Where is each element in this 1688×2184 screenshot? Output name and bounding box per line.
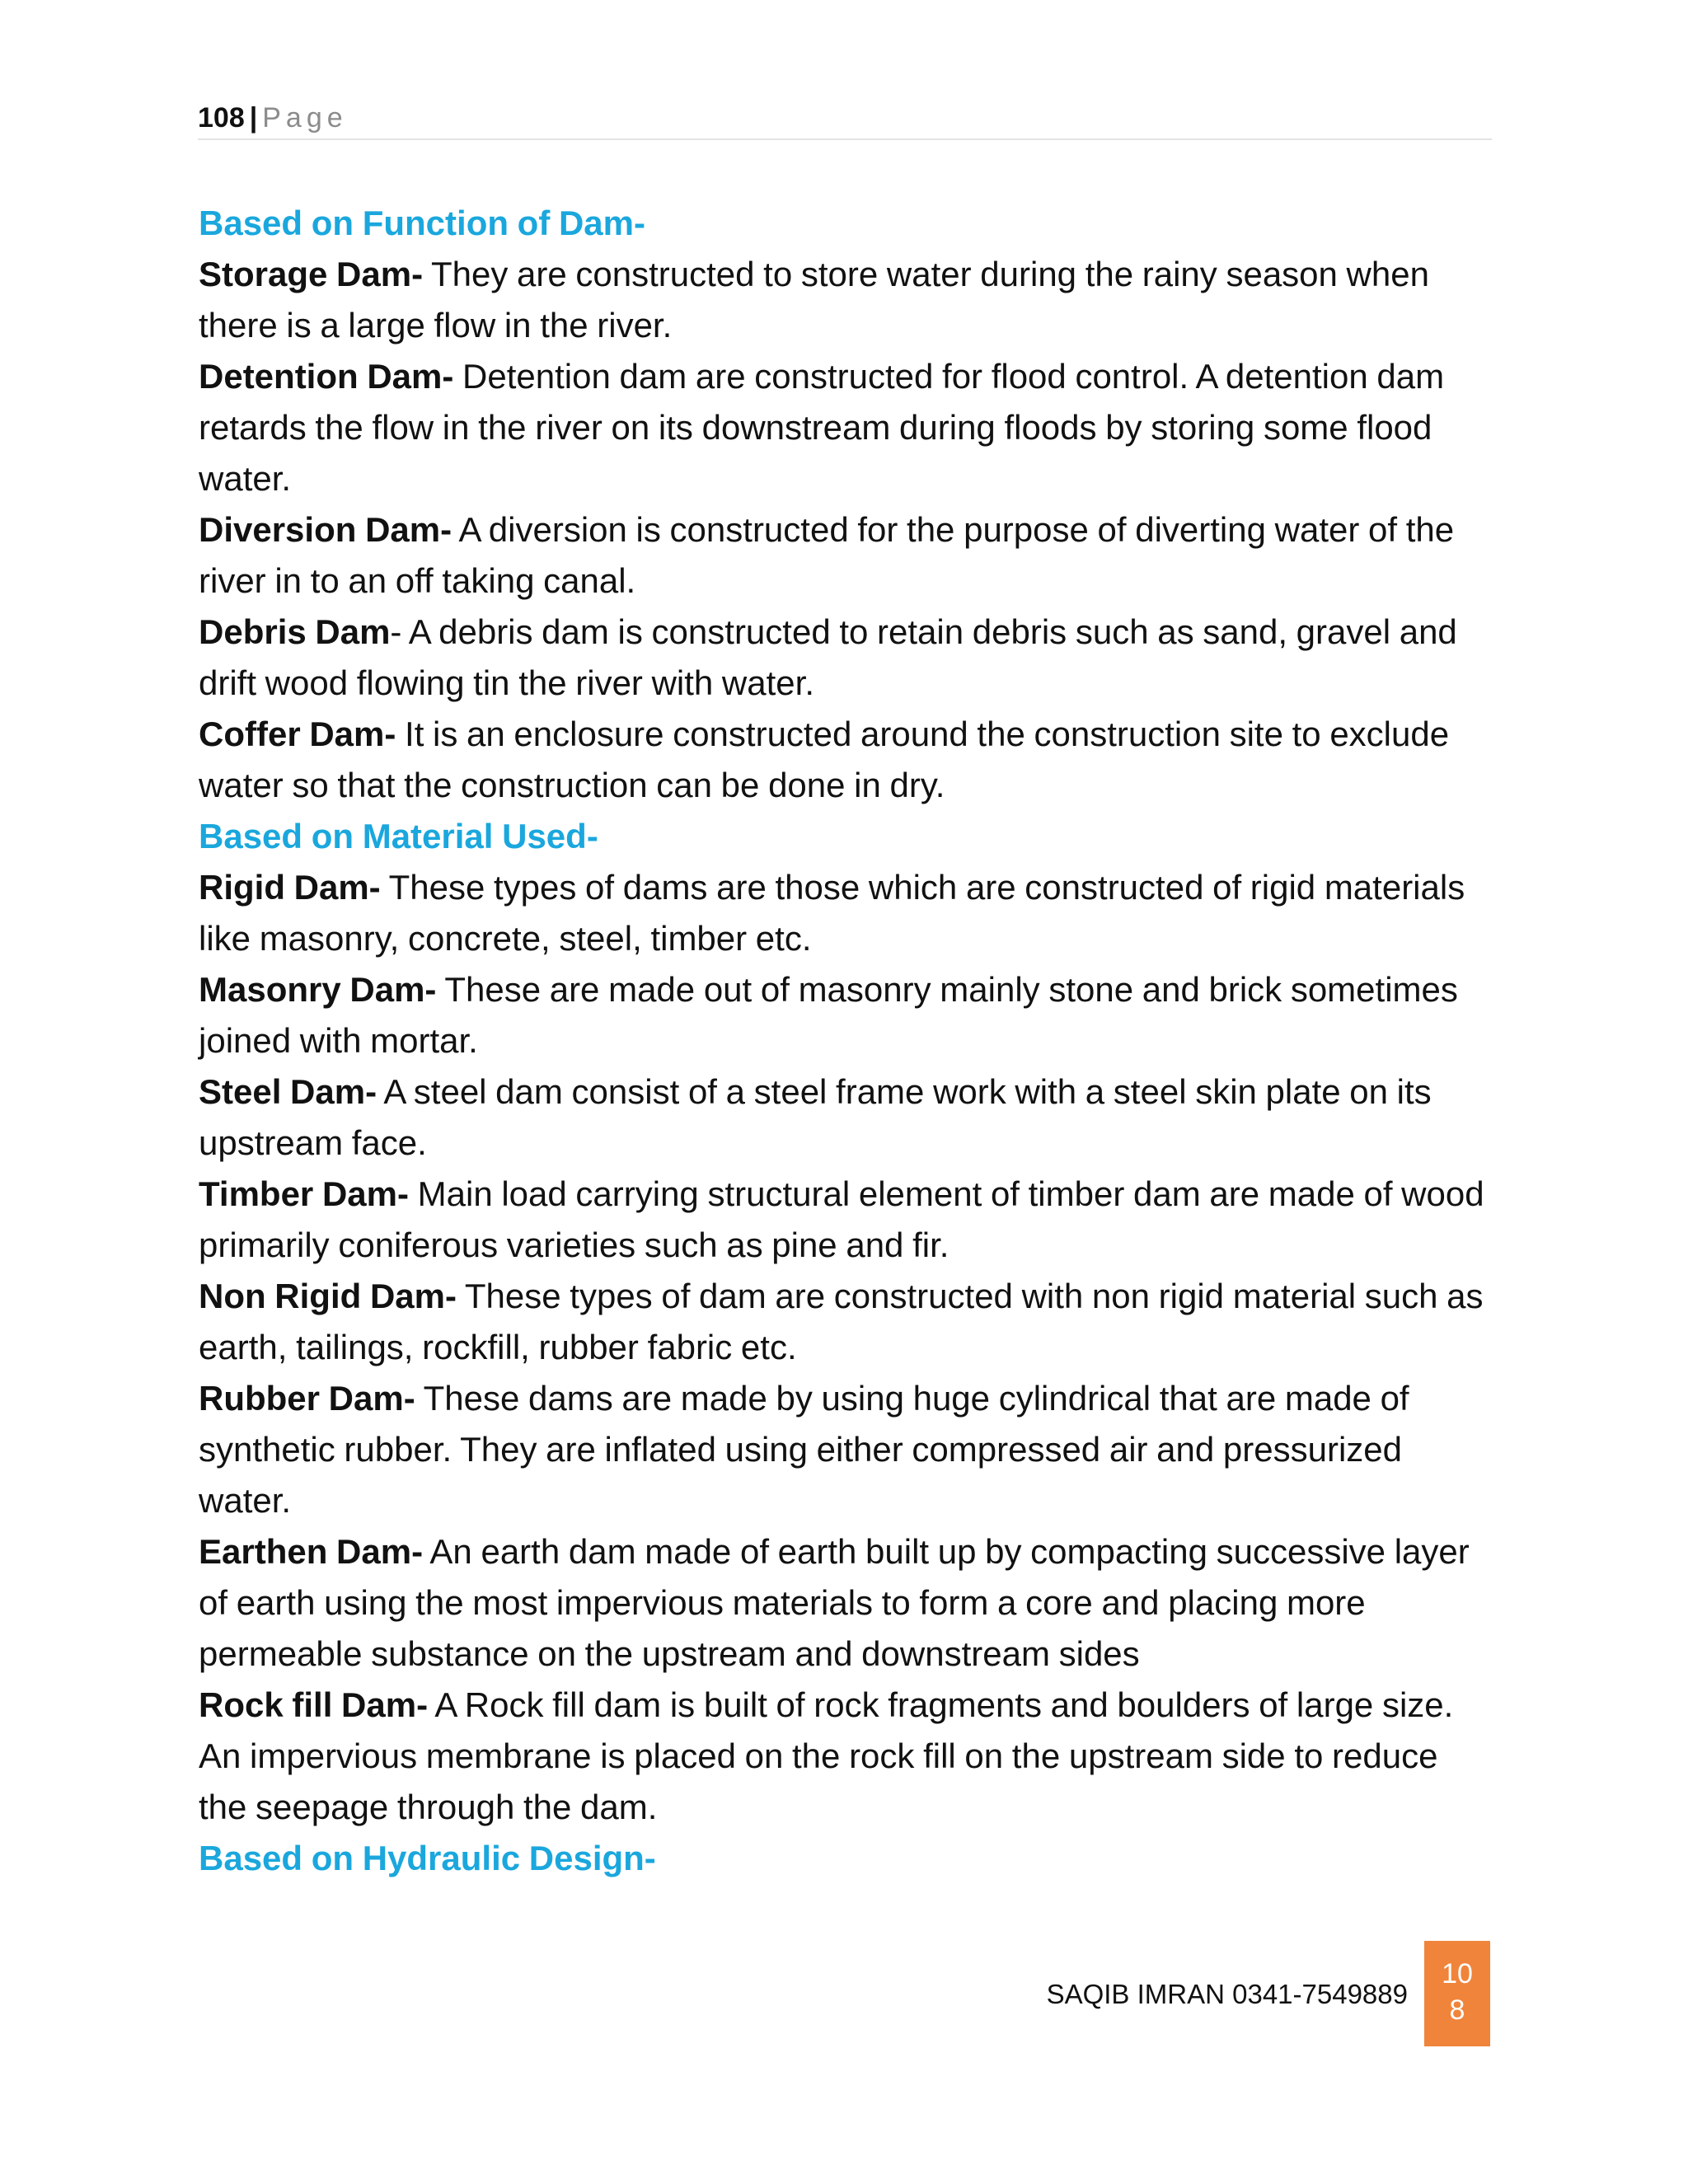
entry-term: Rubber Dam- (199, 1379, 415, 1418)
entry-rock-fill-dam (199, 1680, 1493, 1833)
entry-non-rigid-dam (199, 1271, 1493, 1373)
footer-author: SAQIB IMRAN 0341-7549889 (1046, 1979, 1408, 2009)
entry-text: - A debris dam is constructed to retain debris such as sand, gravel and drift wood flowing tin the river with water. (199, 612, 1457, 702)
document-body (199, 198, 1493, 1884)
entry-term: Rock fill Dam- (199, 1685, 429, 1724)
entry-coffer-dam (199, 709, 1493, 811)
entry-term: Storage Dam- (199, 255, 424, 293)
entry-debris-dam (199, 607, 1493, 709)
entry-storage-dam (199, 249, 1493, 351)
entry-text: A steel dam consist of a steel frame work with a steel skin plate on its upstream face. (199, 1072, 1432, 1162)
entry-masonry-dam (199, 964, 1493, 1066)
entry-text: These types of dam are constructed with non rigid material such as earth, tailings, rockfill, rubber fabric etc. (199, 1277, 1484, 1366)
entry-steel-dam (199, 1066, 1493, 1169)
entry-rigid-dam (199, 862, 1493, 964)
header-page-number: 108 (198, 102, 245, 134)
entry-text: A diversion is constructed for the purpose of diverting water of the river in to an off taking canal. (199, 510, 1455, 600)
header-separator: | (249, 102, 258, 134)
entry-term: Timber Dam- (199, 1174, 409, 1213)
entry-text: An earth dam made of earth built up by compacting successive layer of earth using the most impervious materials to form a core and placing more permeable substance on the upstream and downstream sides (199, 1532, 1470, 1673)
entry-text: These dams are made by using huge cylindrical that are made of synthetic rubber. They are inflated using either compressed air and pressurized water. (199, 1379, 1409, 1520)
entry-text: It is an enclosure constructed around the construction site to exclude water so that the construction can be done in dry. (199, 715, 1450, 804)
entry-term: Non Rigid Dam- (199, 1277, 457, 1315)
section-heading-hydraulic: Based on Hydraulic Design- (199, 1839, 656, 1877)
page-box-line2: 8 (1449, 1994, 1465, 2026)
page-header (198, 97, 1492, 140)
entry-term: Diversion Dam- (199, 510, 452, 549)
header-page-label: Page (262, 102, 348, 134)
page-box-line1: 10 (1442, 1958, 1473, 1990)
section-heading-material: Based on Material Used- (199, 817, 598, 855)
entry-term: Debris Dam (199, 612, 391, 651)
entry-text: These types of dams are those which are constructed of rigid materials like masonry, concrete, steel, timber etc. (199, 868, 1465, 958)
footer-page-box (1424, 1941, 1490, 2046)
entry-term: Rigid Dam- (199, 868, 381, 907)
entry-text: A Rock fill dam is built of rock fragments and boulders of large size. An impervious membrane is placed on the rock fill on the upstream side to reduce the seepage through the dam. (199, 1685, 1454, 1826)
entry-term: Masonry Dam- (199, 970, 437, 1009)
entry-term: Coffer Dam- (199, 715, 396, 753)
entry-timber-dam (199, 1169, 1493, 1271)
section-heading-function: Based on Function of Dam- (199, 204, 645, 242)
entry-detention-dam (199, 351, 1493, 504)
entry-diversion-dam (199, 504, 1493, 607)
entry-text: These are made out of masonry mainly stone and brick sometimes joined with mortar. (199, 970, 1458, 1060)
entry-term: Earthen Dam- (199, 1532, 424, 1571)
entry-term: Detention Dam- (199, 357, 454, 396)
entry-term: Steel Dam- (199, 1072, 377, 1111)
entry-rubber-dam (199, 1373, 1493, 1526)
entry-text: They are constructed to store water during the rainy season when there is a large flow in the river. (199, 255, 1429, 344)
entry-earthen-dam (199, 1526, 1493, 1680)
entry-text: Detention dam are constructed for flood control. A detention dam retards the flow in the river on its downstream during floods by storing some flood water. (199, 357, 1445, 498)
entry-text: Main load carrying structural element of timber dam are made of wood primarily coniferous varieties such as pine and fir. (199, 1174, 1484, 1264)
